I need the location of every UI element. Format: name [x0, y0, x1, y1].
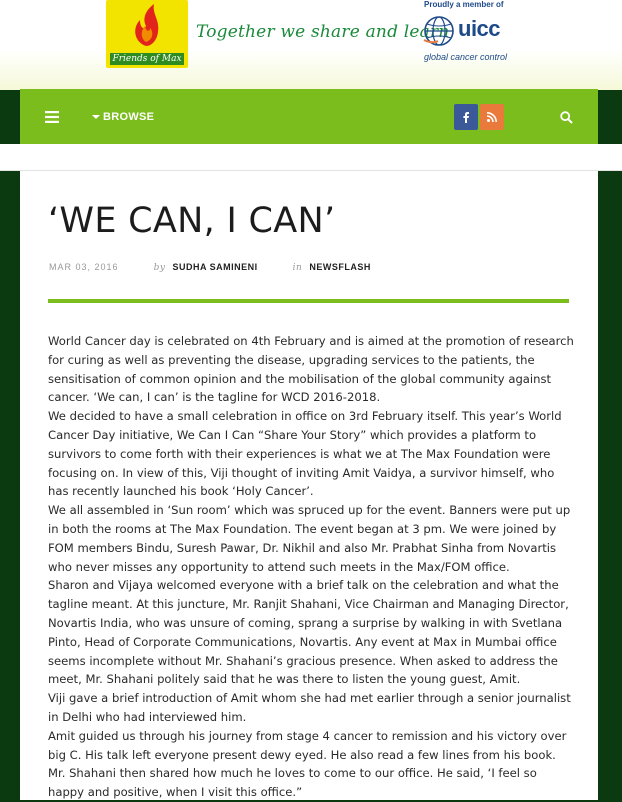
article-meta	[49, 262, 371, 273]
paragraph: We decided to have a small celebration in office on 3rd February itself. This year’s World Cancer Day initiative, We Can I Can “Share Your Story” which provides a platform to survivors to come forth with their experiences is what we at The Max Foundation were focusing on. In view of this, Viji thought of inviting Amit Vaidya, a survivor himself, who has recently launched his book ‘Holy Cancer’.	[48, 409, 562, 499]
by-label: by	[153, 263, 166, 273]
rss-glyph-icon	[487, 112, 497, 122]
site-tagline: Together we share and learn	[196, 22, 450, 42]
author-link[interactable]: SUDHA SAMINENI	[172, 262, 258, 272]
uicc-logo[interactable]	[420, 0, 520, 66]
category-link[interactable]: NEWSFLASH	[309, 262, 371, 272]
paragraph: World Cancer day is celebrated on 4th February and is aimed at the promotion of research for curing as well as preventing the disease, upgrading services to the patients, the sensitisation of common opinion and the mobilisation of the global community against cancer. ‘We can, I can’ is the tagline for WCD 2016-2018.	[48, 334, 574, 405]
paragraph: Amit guided us through his journey from stage 4 cancer to remission and his victory over big C. His talk left everyone present dewy eyed. He also read a few lines from his book. Mr. Shahani then shared how much he loves to come to our office. He said, ‘I feel so happy and positive, when I visit this office.”	[48, 728, 567, 800]
member-label: Proudly a member of	[424, 0, 504, 9]
menu-icon[interactable]	[42, 107, 62, 127]
flame-logo-icon	[128, 2, 164, 48]
article-body	[48, 332, 576, 802]
paragraph: Viji gave a brief introduction of Amit whom she had met earlier through a senior journalist in Delhi who had interviewed him.	[48, 691, 571, 724]
main-navigation	[20, 89, 598, 144]
member-name: uicc	[458, 16, 501, 41]
in-label: in	[292, 263, 303, 273]
hamburger-icon	[45, 111, 59, 123]
browse-label: BROWSE	[103, 111, 155, 123]
facebook-glyph-icon	[463, 112, 469, 123]
globe-icon	[422, 14, 456, 48]
site-header	[0, 0, 622, 90]
post-date: MAR 03, 2016	[49, 262, 119, 272]
paragraph: We all assembled in ‘Sun room’ which was spruced up for the event. Banners were put up in both the rooms at The Max Foundation. The event began at 3 pm. We were joined by FOM members Bindu, Suresh Pawar, Dr. Nikhil and also Mr. Prabhat Sinha from Novartis who never misses any opportunity to attend such meets in the Max/FOM office.	[48, 503, 571, 574]
rss-icon[interactable]	[480, 104, 504, 130]
facebook-icon[interactable]	[454, 104, 478, 130]
member-subtitle: global cancer control	[424, 52, 508, 62]
friends-of-max-logo[interactable]	[106, 0, 188, 68]
magnifier-icon	[560, 111, 573, 124]
browse-menu-button[interactable]	[92, 107, 154, 127]
article-card	[20, 171, 598, 800]
search-icon[interactable]	[556, 107, 576, 127]
title-divider	[48, 299, 569, 303]
article-title: ‘WE CAN, I CAN’	[48, 201, 336, 241]
logo-text: Friends of Max	[110, 53, 184, 65]
caret-down-icon	[92, 114, 100, 120]
spacer-strip	[0, 144, 622, 171]
paragraph: Sharon and Vijaya welcomed everyone with a brief talk on the celebration and what the tagline meant. At this juncture, Mr. Ranjit Shahani, Vice Chairman and Managing Director, Novartis India, who was unsure of coming, sprang a surprise by walking in with Svetlana Pinto, Head of Corporate Communications, Novartis. Any event at Max in Mumbai office seems incomplete without Mr. Shahani’s gracious presence. When asked to address the meet, Mr. Shahani politely said that he was there to listen the young guest, Amit.	[48, 578, 569, 687]
